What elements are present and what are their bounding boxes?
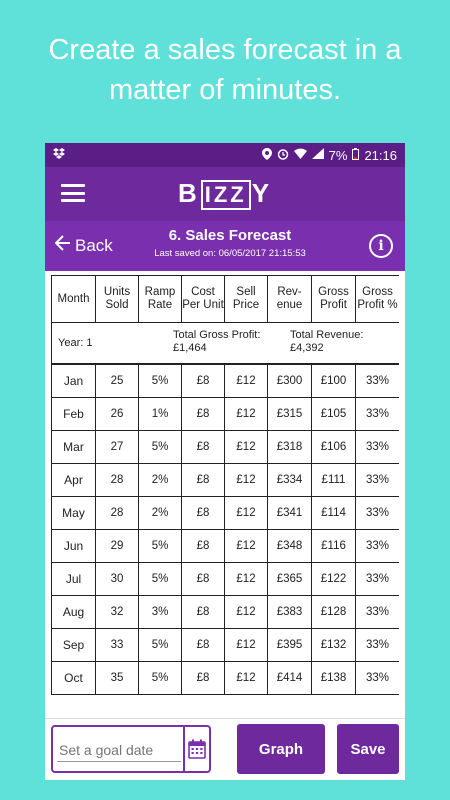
logo-boxed-letters: IZZ <box>201 180 251 210</box>
cell-gp[interactable]: £132 <box>312 629 356 662</box>
year-summary-row <box>52 323 400 365</box>
cell-units[interactable]: 32 <box>96 596 139 629</box>
wifi-icon <box>294 148 307 162</box>
cell-ramp[interactable]: 5% <box>139 364 182 398</box>
cell-units[interactable]: 26 <box>96 398 139 431</box>
cell-ramp[interactable]: 2% <box>139 497 182 530</box>
total-gross-profit-value: £1,464 <box>173 342 207 354</box>
cell-gpp[interactable]: 33% <box>356 530 400 563</box>
cell-gpp[interactable]: 33% <box>356 497 400 530</box>
cell-revenue[interactable]: £315 <box>268 398 312 431</box>
cell-units[interactable]: 25 <box>96 364 139 398</box>
cell-cost[interactable]: £8 <box>182 364 225 398</box>
cell-ramp[interactable]: 5% <box>139 431 182 464</box>
table-row[interactable] <box>52 662 400 695</box>
dropbox-icon <box>53 148 65 162</box>
back-button[interactable] <box>55 234 113 257</box>
cell-sell[interactable]: £12 <box>225 530 268 563</box>
bizzy-logo <box>178 178 272 210</box>
forecast-table <box>51 275 399 695</box>
table-row[interactable] <box>52 398 400 431</box>
clock-time: 21:16 <box>364 147 397 163</box>
header-cost-per-unit: Cost Per Unit <box>182 276 225 323</box>
table-row[interactable] <box>52 530 400 563</box>
cell-gpp[interactable]: 33% <box>356 662 400 695</box>
cell-month: Sep <box>52 629 96 662</box>
cell-month: Aug <box>52 596 96 629</box>
table-row[interactable] <box>52 596 400 629</box>
cell-gpp[interactable]: 33% <box>356 464 400 497</box>
goal-date-field <box>51 725 211 773</box>
cell-gpp[interactable]: 33% <box>356 431 400 464</box>
header-ramp-rate: Ramp Rate <box>139 276 182 323</box>
cell-cost[interactable]: £8 <box>182 530 225 563</box>
cell-ramp[interactable]: 5% <box>139 629 182 662</box>
table-header-row <box>52 276 400 323</box>
signal-icon <box>312 148 324 162</box>
menu-icon[interactable] <box>61 184 85 202</box>
cell-revenue[interactable]: £318 <box>268 431 312 464</box>
cell-revenue[interactable]: £414 <box>268 662 312 695</box>
status-bar <box>45 143 405 167</box>
cell-gp[interactable]: £100 <box>312 364 356 398</box>
cell-gp[interactable]: £138 <box>312 662 356 695</box>
cell-sell[interactable]: £12 <box>225 464 268 497</box>
cell-sell[interactable]: £12 <box>225 398 268 431</box>
cell-ramp[interactable]: 3% <box>139 596 182 629</box>
cell-sell[interactable]: £12 <box>225 431 268 464</box>
cell-gpp[interactable]: 33% <box>356 563 400 596</box>
cell-ramp[interactable]: 5% <box>139 563 182 596</box>
cell-gpp[interactable]: 33% <box>356 629 400 662</box>
header-units-sold: Units Sold <box>96 276 139 323</box>
cell-month: Mar <box>52 431 96 464</box>
total-revenue-value: £4,392 <box>290 342 324 354</box>
cell-revenue[interactable]: £348 <box>268 530 312 563</box>
info-icon[interactable]: i <box>369 234 393 258</box>
cell-gp[interactable]: £128 <box>312 596 356 629</box>
cell-units[interactable]: 35 <box>96 662 139 695</box>
cell-sell[interactable]: £12 <box>225 596 268 629</box>
cell-units[interactable]: 30 <box>96 563 139 596</box>
cell-cost[interactable]: £8 <box>182 596 225 629</box>
bottom-action-bar <box>45 718 405 780</box>
cell-month: Feb <box>52 398 96 431</box>
back-arrow-icon <box>55 234 71 257</box>
cell-units[interactable]: 28 <box>96 464 139 497</box>
cell-month: May <box>52 497 96 530</box>
table-row[interactable] <box>52 431 400 464</box>
table-row[interactable] <box>52 629 400 662</box>
cell-gp[interactable]: £105 <box>312 398 356 431</box>
battery-icon <box>352 148 359 163</box>
last-saved-text: Last saved on: 06/05/2017 21:15:53 <box>154 248 306 259</box>
cell-gp[interactable]: £116 <box>312 530 356 563</box>
cell-gpp[interactable]: 33% <box>356 398 400 431</box>
cell-sell[interactable]: £12 <box>225 497 268 530</box>
cell-gp[interactable]: £122 <box>312 563 356 596</box>
promo-line-2: matter of minutes. <box>108 74 342 106</box>
cell-sell[interactable]: £12 <box>225 662 268 695</box>
back-label: Back <box>75 235 113 255</box>
table-row[interactable] <box>52 563 400 596</box>
goal-date-input[interactable] <box>57 739 181 762</box>
cell-cost[interactable]: £8 <box>182 563 225 596</box>
page-title: 6. Sales Forecast <box>168 227 292 244</box>
table-row[interactable] <box>52 497 400 530</box>
graph-button[interactable]: Graph <box>237 724 325 774</box>
cell-units[interactable]: 27 <box>96 431 139 464</box>
cell-cost[interactable]: £8 <box>182 464 225 497</box>
cell-cost[interactable]: £8 <box>182 431 225 464</box>
cell-revenue[interactable]: £365 <box>268 563 312 596</box>
header-gross-profit: Gross Profit <box>312 276 356 323</box>
logo-letter-right: Y <box>251 178 273 208</box>
calendar-icon[interactable] <box>183 727 209 771</box>
cell-revenue[interactable]: £383 <box>268 596 312 629</box>
cell-units[interactable]: 28 <box>96 497 139 530</box>
cell-ramp[interactable]: 5% <box>139 662 182 695</box>
cell-gp[interactable]: £106 <box>312 431 356 464</box>
forecast-table-container[interactable] <box>51 275 399 718</box>
cell-sell[interactable]: £12 <box>225 563 268 596</box>
total-gross-profit-label: Total Gross Profit: <box>173 329 261 341</box>
location-icon <box>262 148 272 163</box>
cell-revenue[interactable]: £341 <box>268 497 312 530</box>
header-month: Month <box>52 276 96 323</box>
alarm-icon <box>277 148 289 163</box>
cell-gpp[interactable]: 33% <box>356 364 400 398</box>
cell-revenue[interactable]: £395 <box>268 629 312 662</box>
battery-level: 7% <box>328 147 348 163</box>
cell-ramp[interactable]: 5% <box>139 530 182 563</box>
cell-gp[interactable]: £111 <box>312 464 356 497</box>
promo-text <box>0 30 450 110</box>
cell-ramp[interactable]: 1% <box>139 398 182 431</box>
cell-cost[interactable]: £8 <box>182 497 225 530</box>
cell-units[interactable]: 29 <box>96 530 139 563</box>
cell-sell[interactable]: £12 <box>225 629 268 662</box>
cell-cost[interactable]: £8 <box>182 398 225 431</box>
save-button[interactable]: Save <box>337 724 399 774</box>
app-bar <box>45 167 405 221</box>
cell-sell[interactable]: £12 <box>225 364 268 398</box>
cell-month: Jul <box>52 563 96 596</box>
cell-gpp[interactable]: 33% <box>356 596 400 629</box>
header-revenue: Rev-enue <box>268 276 312 323</box>
cell-month: Jun <box>52 530 96 563</box>
cell-month: Oct <box>52 662 96 695</box>
year-label: Year: 1 <box>58 337 93 349</box>
logo-letter-left: B <box>177 178 200 208</box>
cell-revenue[interactable]: £300 <box>268 364 312 398</box>
cell-gp[interactable]: £114 <box>312 497 356 530</box>
cell-cost[interactable]: £8 <box>182 629 225 662</box>
cell-units[interactable]: 33 <box>96 629 139 662</box>
cell-month: Jan <box>52 364 96 398</box>
cell-cost[interactable]: £8 <box>182 662 225 695</box>
cell-ramp[interactable]: 2% <box>139 464 182 497</box>
promo-line-1: Create a sales forecast in a <box>48 34 402 66</box>
table-row[interactable] <box>52 364 400 398</box>
phone-screen <box>45 143 405 780</box>
cell-month: Apr <box>52 464 96 497</box>
table-row[interactable] <box>52 464 400 497</box>
total-revenue-label: Total Revenue: <box>290 329 364 341</box>
cell-revenue[interactable]: £334 <box>268 464 312 497</box>
section-header <box>45 221 405 271</box>
header-sell-price: Sell Price <box>225 276 268 323</box>
header-gross-profit-percent: Gross Profit % <box>356 276 400 323</box>
